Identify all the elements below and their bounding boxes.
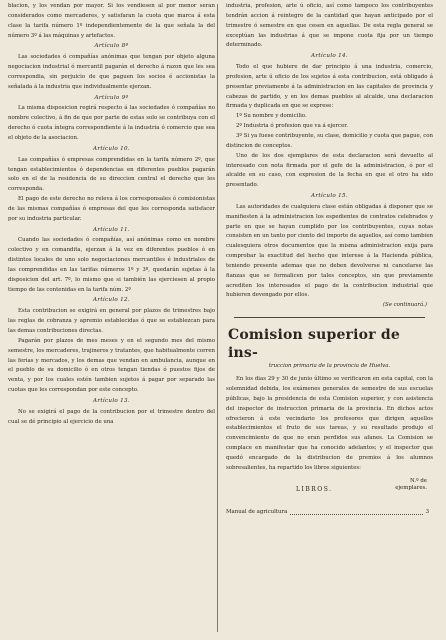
paragraph: Esta contribucion se exigirá en general por plazos de trimestres bajo las reglas de cobranza y apremio establecidas ó que se establezcan para las demas contribuciones directas. [8, 308, 215, 334]
left-paras-a [8, 2, 215, 41]
article-14-heading: Artículo 14. [311, 53, 348, 60]
paragraph: Uno de los dos ejemplares de esta declaracion será devuelto al interesado con nota firmada por el gefe de la administracion, ó por el alcalde en su caso, con expresion de la fecha en que el otro ha sido presentado. [226, 152, 433, 189]
book-name: Manual de agricultura [226, 508, 288, 515]
paragraph: La misma disposicion regirá respecto á las sociedades ó compañías no nombre colectivo, á fin de que por parte de estas solo se contribuya con el derecho ó cuota íntegra correspondiente á la industria ó comercio que sea el objeto de la asociacion. [8, 105, 215, 141]
paragraph: Pagarán por plazos de mes meses y en el segundo mes del mismo semestre, los mercaderes, trajineros y tratantes, que habitualmente corren las ferias y mercados, y los demas que vendan en ambulancia, aunque en el pueblo de su domicilio ó en otros tengan tiendas ó puestos fijos de venta, y por los cuales estén tambien sujetos á pagar por separado las cuotas que les correspondan por este concepto. [8, 337, 215, 394]
paragraph: En los dias 29 y 30 de junio último se verificaron en esta capital, con la solemnidad debida, los exámenes generales de semestre de sus escuelas públicas, bajo la presidencia de esta Comision superior, y con asistencia del inspector de instruccion primaria de la provincia. En dichos actos ofrecieron á este vecindario los profesores que dirigen aquellos establecimientos el fruto de sus tareas, y su resultado produjo el convencimiento de que no eran perdidos sus afanes. La Comision se complace en manifestar que ha conocido adelantos; y el inspector que quedó encargado de la distribucion de premios á los alumnos sobresalientes, ha repartido los libros siguientes: [226, 376, 433, 471]
left-paras-e [8, 236, 215, 295]
article-13-heading: Artículo 13. [93, 397, 130, 404]
right-paras-c [226, 203, 433, 301]
paragraph: El pago de este derecho no releva á los corresponsales ó comisionistas de las mismas compañías ó empresas del que les corresponda satisfacer por su industria particular. [8, 196, 215, 222]
left-paras-g [8, 408, 215, 428]
paragraph: Cuando las sociedades ó compañías, así anónimas como en nombre colectivo y en comandita, ejerzan á la vez en diferentes pueblos ó en distintos locales de uno solo negociaciones mercantiles é industriales de las comprendidas en las tarifas números 1º y 3º, quedarán sujetas á la disposicion del art. 7º, lo mismo que si también las ejerciesen al propio tiempo de las contenidas en la tarifa núm. 2º [8, 237, 215, 293]
left-paras-f [8, 307, 215, 396]
right-paras-a [226, 2, 433, 51]
column-divider [217, 4, 218, 632]
article-10-heading: Artículo 10. [93, 145, 130, 152]
books-label: LIBROS. [296, 485, 333, 493]
paragraph: Las sociedades ó compañías anónimas que tengan por objeto alguna negociacion industrial ó mercantil pagarán el derecho á razon que les sea correspondia, sin perjuicio de que paguen los socios é accionistas la señalada á la industria que individualmente ejerzan. [8, 54, 215, 90]
paragraph: Las compañías ó empresas comprendidas en la tarifa número 2º, que tengan establecimientos ó dependencias en diferentes pueblos pagarán solo en el de la residencia de su direccion central el derecho que les corresponda. [8, 156, 215, 193]
leader-dots [290, 508, 422, 515]
notice-title: Comision superior de ins- [228, 327, 400, 362]
left-paras-c [8, 104, 215, 143]
book-row [226, 508, 433, 517]
section-separator [234, 317, 425, 318]
paragraph: 2º Industria ó profesion que va á ejercer. [236, 123, 348, 130]
continuation-note: (Se continuará.) [382, 302, 427, 309]
article-11-heading: Artículo 11. [93, 226, 130, 233]
paragraph: industria, profesion, arte ú oficio, así como tampoco los contribuyentes tendrán accion á reintegro de la cantidad que hayan anticipado por el trimestre ó semestre en que cesen en aquellas. De esta regla general se exceptúan las industrias á que se impone cuota fija por un tiempo determinado. [226, 3, 433, 49]
paragraph: blacion, y los vendan por mayor. Si los vendiesen al por menor seran considerados como mercaderes, y satisfaran la cuota que marca á esta clase la tarifa número 1º independientemente de la que señala la del número 3º á las máquinas y artefactos. [8, 3, 215, 39]
left-paras-b [8, 53, 215, 92]
paragraph: No se exigirá el pago de la contribucion por el trimestre dentro del cual se dé principio al ejercicio de una [8, 408, 215, 425]
paragraph: Todo el que hubiere de dar principio á una industria, comercio, profesion, arte ú oficio de los sujetos á esta contribucion, está obligado á presentar previamente á la administracion en las capitales de provincia y cabezas de partido, y en los demas pueblos al alcalde, una declaracion firmada y duplicada en que se exprese: [226, 64, 433, 110]
copies-column-label: N.º de ejemplares. [395, 477, 427, 491]
article-12-heading: Artículo 12. [93, 297, 130, 304]
right-paras-b [226, 63, 433, 191]
paragraph: 3º Si ya fuese contribuyente, su clase, domicilio y cuota que pague, con distincion de conceptos. [226, 132, 433, 149]
right-paras-d [226, 375, 433, 473]
notice-subtitle: truccion primaria de la provincia de Huelva. [268, 363, 391, 370]
article-8-heading: Artículo 8º [94, 43, 129, 50]
books-table-header [226, 476, 433, 504]
article-9-heading: Artículo 9º [94, 94, 129, 101]
article-15-heading: Artículo 15. [311, 193, 348, 200]
left-column [8, 2, 215, 634]
right-column [226, 2, 433, 634]
paragraph: Las autoridades de cualquiera clase están obligadas á disponer que se manifiesten á la administracion los espedientes de contratos celebrados y parte en que se hayan cumplido por los contribuyentes, cuyas notas consisten en un tanto por ciento del importe de aquellos, así como tambien cualesquiera otros documentos que la misma administracion exija para comprobar la exactitud del hecho que interese á la Hacienda pública, teniendo presente ademas que no deben devolverse ni cancelarse las fianzas que se formalicen por tales conceptos, sin que previamente acrediten los interesados el pago de la contribucion industrial que hubieren devengado por ellos. [226, 203, 433, 299]
book-quantity: 3 [425, 508, 429, 515]
paragraph: 1º Su nombre y domicilio. [236, 113, 307, 120]
books-list [226, 508, 433, 517]
left-paras-d [8, 156, 215, 225]
